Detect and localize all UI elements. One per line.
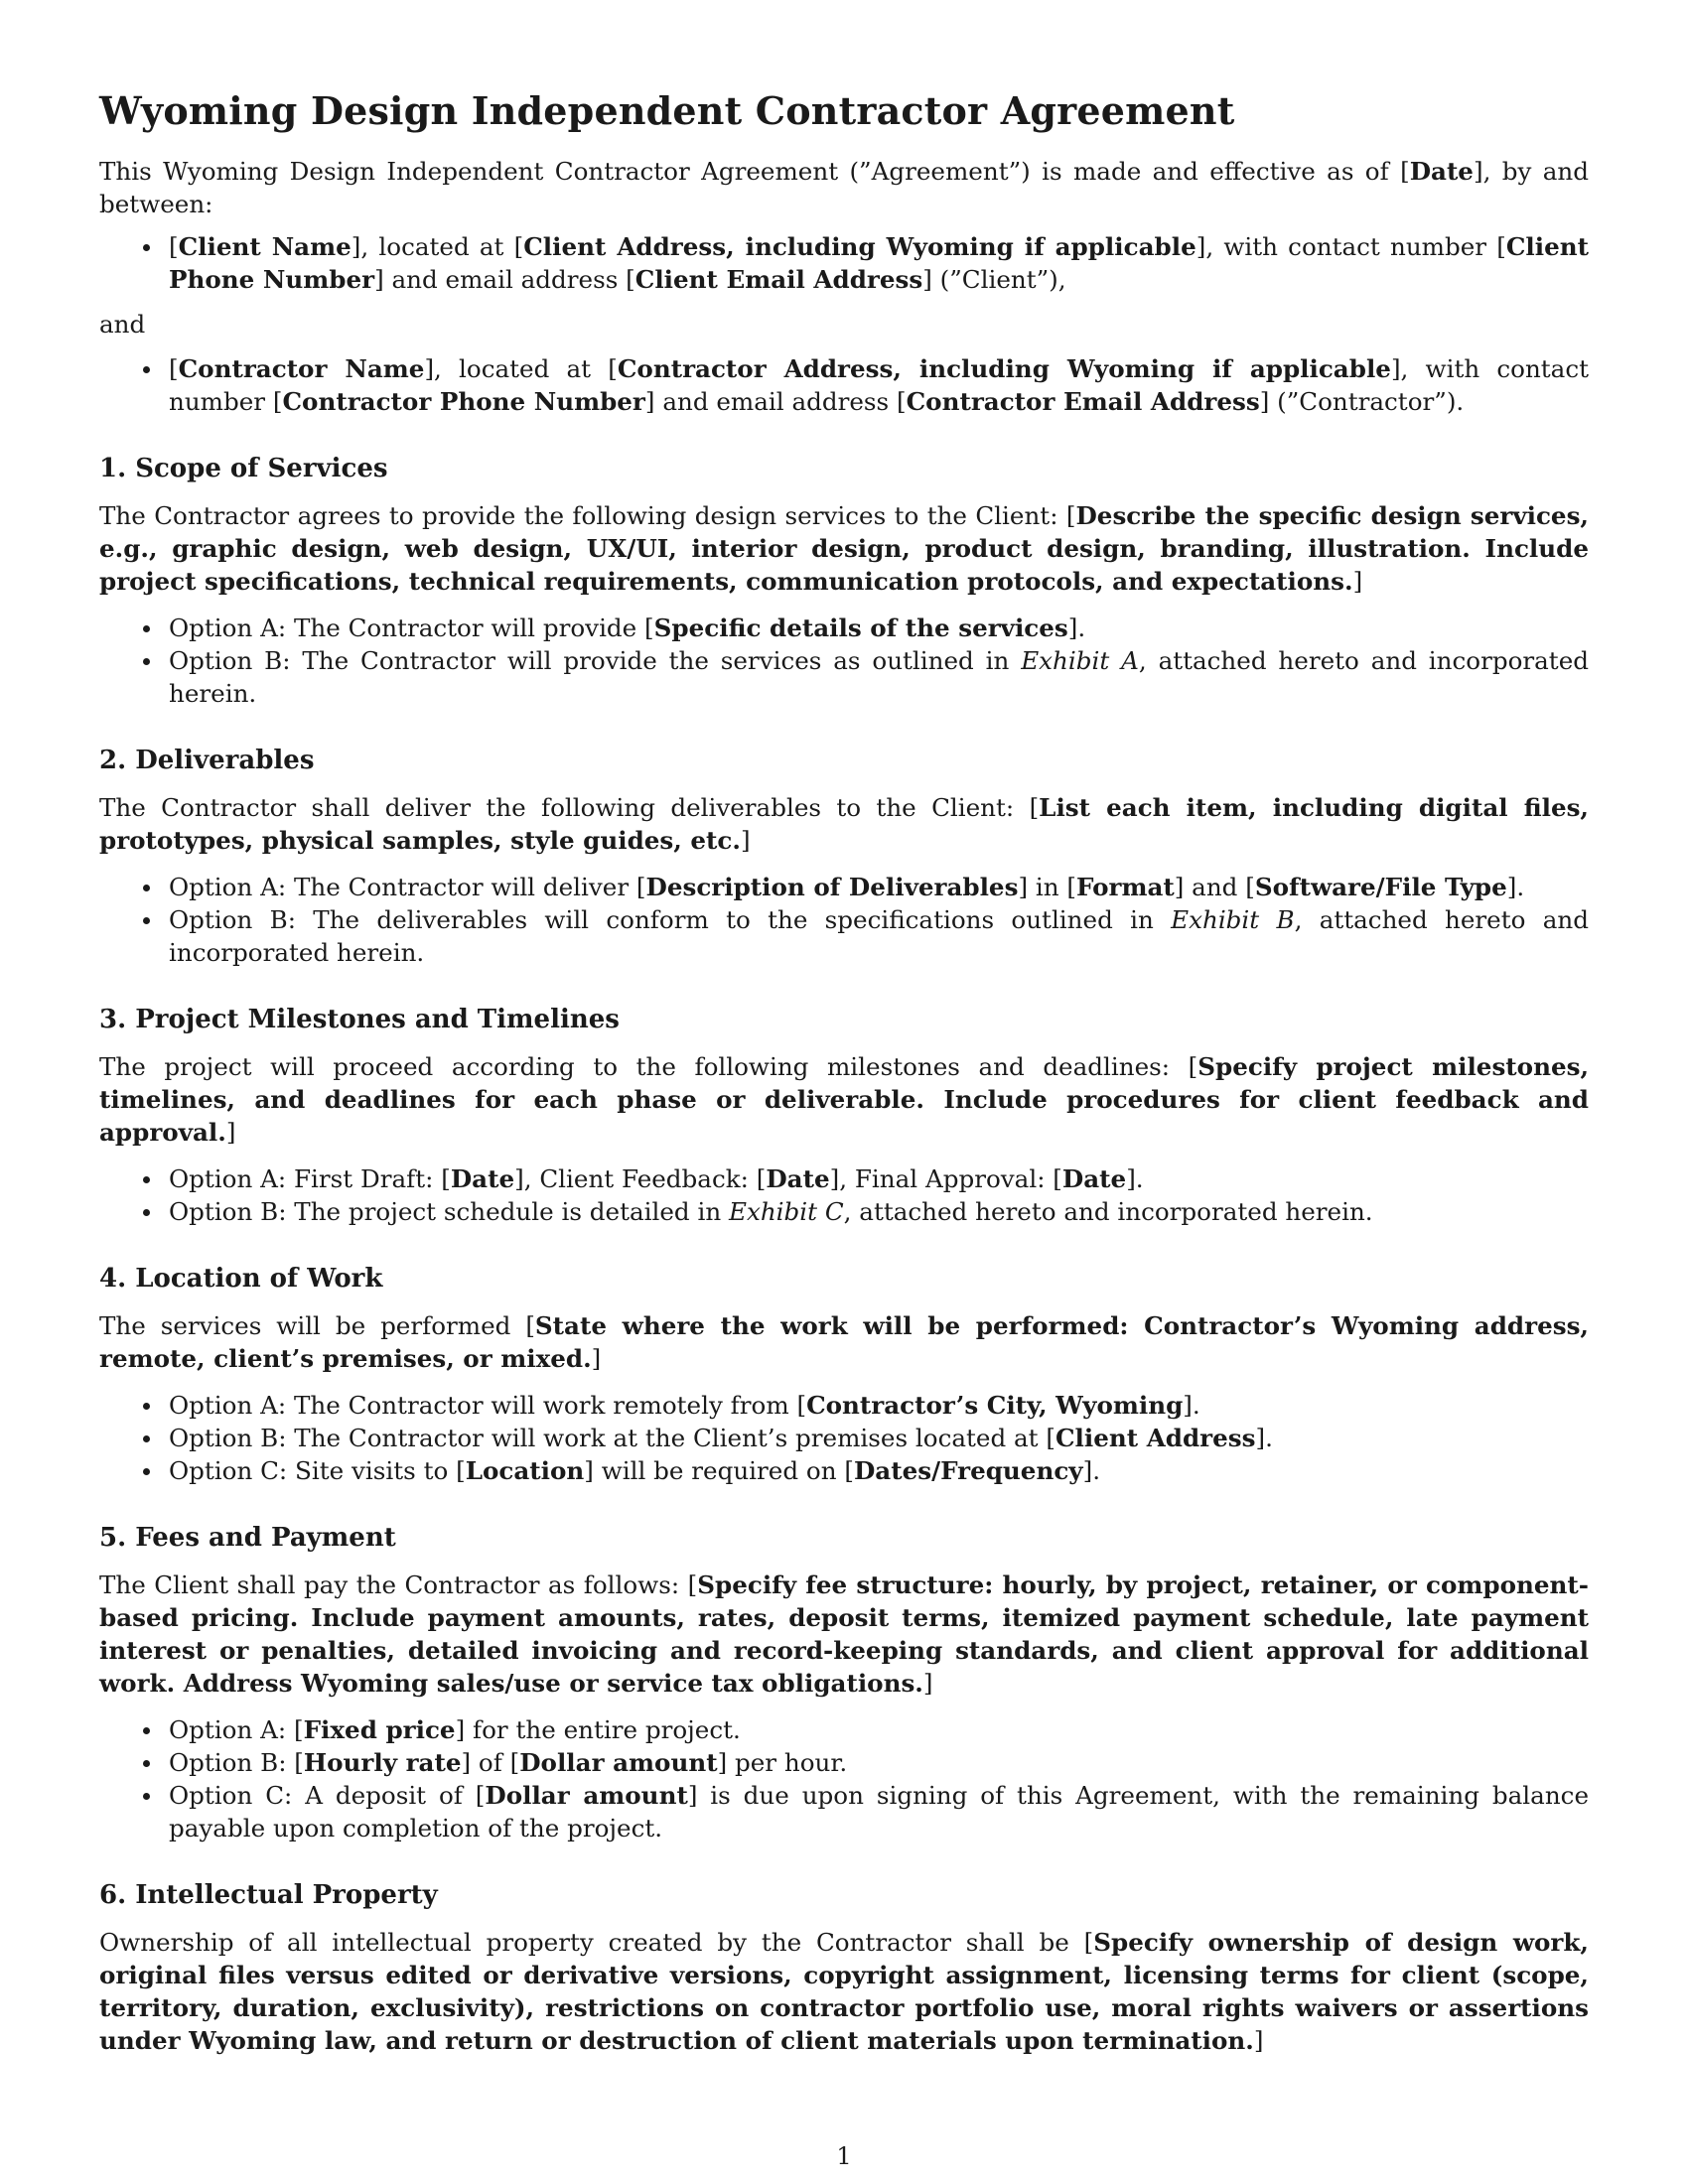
deliverables-options — [99, 871, 1589, 969]
deliverables-option-b: Option B: The deliverables will conform to the specifications outlined in Exhibit B, attached hereto and incorporated herein. — [169, 905, 1589, 967]
section-heading-milestones: 3. Project Milestones and Timelines — [99, 1005, 620, 1034]
document-page — [99, 87, 1589, 2057]
document-title: Wyoming Design Independent Contractor Agreement — [99, 88, 1235, 133]
page-number: 1 — [836, 2142, 852, 2170]
fees-option-a: Option A: [Fixed price] for the entire project. — [169, 1713, 1589, 1746]
scope-option-a: Option A: The Contractor will provide [Specific details of the services]. — [169, 612, 1589, 644]
scope-options — [99, 612, 1589, 710]
location-option-b: Option B: The Contractor will work at the Client’s premises located at [Client Address]. — [169, 1422, 1589, 1454]
milestones-options — [99, 1162, 1589, 1228]
and-text: and — [99, 310, 146, 339]
section-body-ip: Ownership of all intellectual property created by the Contractor shall be [Specify ownership of design work, original files versus edited or derivative versions, copyright assignment, licensing terms for client (scope, territory, duration, exclusivity), restrictions on contractor portfolio use, moral rights waivers or assertions under Wyoming law, and return or destruction of client materials upon termination.] — [99, 1928, 1589, 2055]
milestones-option-a: Option A: First Draft: [Date], Client Feedback: [Date], Final Approval: [Date]. — [169, 1162, 1589, 1195]
location-option-a: Option A: The Contractor will work remotely from [Contractor’s City, Wyoming]. — [169, 1389, 1589, 1422]
fees-option-c: Option C: A deposit of [Dollar amount] is due upon signing of this Agreement, with the remaining balance payable upon completion of the project. — [169, 1781, 1589, 1843]
section-heading-fees: 5. Fees and Payment — [99, 1523, 396, 1553]
section-body-scope: The Contractor agrees to provide the following design services to the Client: [Describe the specific design services, e.g., graphic design, web design, UX/UI, interior design, product design, branding, illustration. Include project specifications, technical requirements, communication protocols, and expectations.] — [99, 501, 1589, 596]
contractor-party-list — [99, 352, 1589, 418]
intro-paragraph: This Wyoming Design Independent Contractor Agreement (”Agreement”) is made and effective as of [Date], by and between: — [99, 157, 1589, 218]
milestones-option-b: Option B: The project schedule is detailed in Exhibit C, attached hereto and incorporated herein. — [169, 1195, 1589, 1228]
section-heading-ip: 6. Intellectual Property — [99, 1880, 438, 1910]
contractor-party-item: [Contractor Name], located at [Contractor Address, including Wyoming if applicable], with contact number [Contractor Phone Number] and email address [Contractor Email Address] (”Contractor”). — [169, 354, 1589, 416]
agreement-date-placeholder: Date — [1409, 157, 1474, 186]
deliverables-option-a: Option A: The Contractor will deliver [Description of Deliverables] in [Format] and [Software/File Type]. — [169, 871, 1589, 903]
scope-option-b: Option B: The Contractor will provide the services as outlined in Exhibit A, attached hereto and incorporated herein. — [169, 646, 1589, 708]
section-body-deliverables: The Contractor shall deliver the following deliverables to the Client: [List each item, including digital files, prototypes, physical samples, style guides, etc.] — [99, 793, 1589, 855]
section-body-fees: The Client shall pay the Contractor as follows: [Specify fee structure: hourly, by project, retainer, or component-based pricing. Include payment amounts, rates, deposit terms, itemized payment schedule, late payment interest or penalties, detailed invoicing and record-keeping standards, and client approval for additional work. Address Wyoming sales/use or service tax obligations.] — [99, 1570, 1589, 1698]
section-body-milestones: The project will proceed according to the following milestones and deadlines: [Specify project milestones, timelines, and deadlines for each phase or deliverable. Include procedures for client feedback and approval.] — [99, 1052, 1590, 1147]
client-party-list — [99, 230, 1589, 296]
location-option-c: Option C: Site visits to [Location] will be required on [Dates/Frequency]. — [169, 1454, 1589, 1487]
location-options — [99, 1389, 1589, 1487]
client-party-item: [Client Name], located at [Client Address, including Wyoming if applicable], with contact number [Client Phone Number] and email address [Client Email Address] (”Client”), — [169, 232, 1589, 294]
fees-option-b: Option B: [Hourly rate] of [Dollar amount] per hour. — [169, 1746, 1589, 1779]
section-heading-scope: 1. Scope of Services — [99, 454, 388, 483]
section-heading-location: 4. Location of Work — [99, 1264, 383, 1294]
section-heading-deliverables: 2. Deliverables — [99, 746, 315, 775]
fees-options — [99, 1713, 1589, 1844]
section-body-location: The services will be performed [State where the work will be performed: Contractor’s Wyoming address, remote, client’s premises, or mixed.] — [99, 1311, 1589, 1373]
